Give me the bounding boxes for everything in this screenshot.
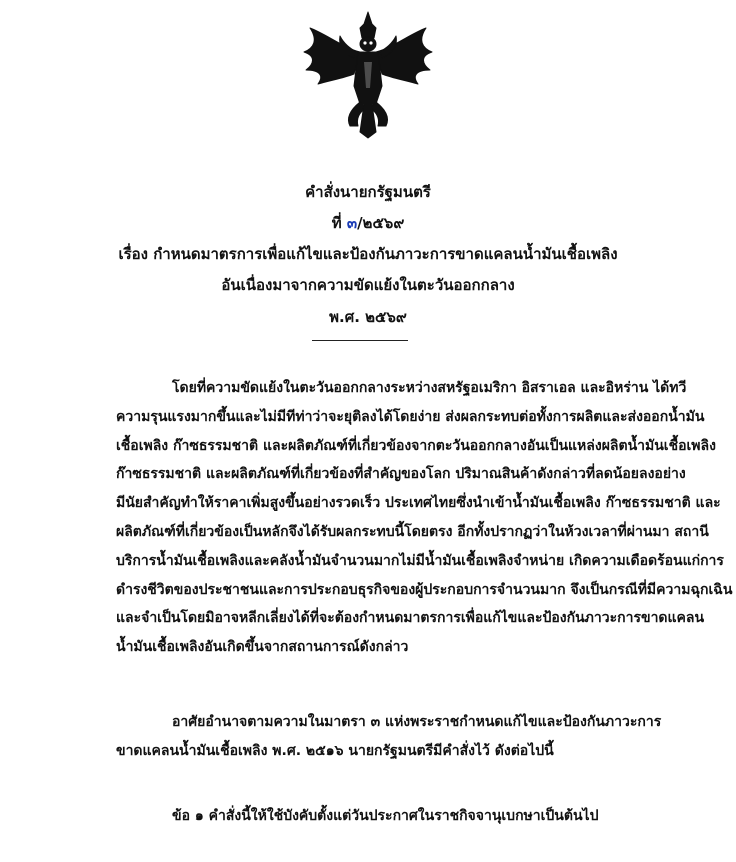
paragraph-preamble xyxy=(116,374,733,662)
paragraph-line: เชื้อเพลิง ก๊าซธรรมชาติ และผลิตภัณฑ์ที่เกี่ยวข้องจากตะวันออกกลางอันเป็นแหล่งผลิตน้ำมันเชื้อเพลิง xyxy=(116,437,716,454)
paragraph-line: ความรุนแรงมากขึ้นและไม่มีทีท่าว่าจะยุติลงได้โดยง่าย ส่งผลกระทบต่อทั้งการผลิตและส่งออกน้ำมัน xyxy=(116,408,705,425)
order-year: /๒๕๖๙ xyxy=(357,214,405,232)
order-number-line xyxy=(0,211,736,235)
order-number: ๓ xyxy=(346,214,358,232)
paragraph-line: และจำเป็นโดยมิอาจหลีกเลี่ยงได้ที่จะต้องกำหนดมาตรการเพื่อแก้ไขและป้องกันภาวะการขาดแคลน xyxy=(116,610,705,627)
paragraph-line: มีนัยสำคัญทำให้ราคาเพิ่มสูงขึ้นอย่างรวดเร็ว ประเทศไทยซึ่งนำเข้าน้ำมันเชื้อเพลิง ก๊าซธรรมชาติ และ xyxy=(116,495,721,512)
clause-line: ข้อ ๑ คำสั่งนี้ให้ใช้บังคับตั้งแต่วันประกาศในราชกิจจานุเบกษาเป็นต้นไป xyxy=(172,808,599,824)
paragraph-line: ขาดแคลนน้ำมันเชื้อเพลิง พ.ศ. ๒๕๑๖ นายกรัฐมนตรีมีคำสั่งไว้ ดังต่อไปนี้ xyxy=(116,742,554,759)
subject-line-2: อันเนื่องมาจากความขัดแย้งในตะวันออกกลาง xyxy=(221,276,515,294)
paragraph-authority xyxy=(116,708,662,766)
paragraph-line: อาศัยอำนาจตามความในมาตรา ๓ แห่งพระราชกำหนดแก้ไขและป้องกันภาวะการ xyxy=(172,714,662,730)
paragraph-line: ผลิตภัณฑ์ที่เกี่ยวข้องเป็นหลักจึงได้รับผลกระทบนี้โดยตรง อีกทั้งปรากฏว่าในห้วงเวลาที่ผ่านมา สถานี xyxy=(116,523,709,540)
paragraph-line: น้ำมันเชื้อเพลิงอันเกิดขึ้นจากสถานการณ์ดังกล่าว xyxy=(116,639,409,656)
paragraph-line: บริการน้ำมันเชื้อเพลิงและคลังน้ำมันจำนวนมากไม่มีน้ำมันเชื้อเพลิงจำหน่าย เกิดความเดือดร้อนแก่การ xyxy=(116,552,724,569)
clause-1 xyxy=(116,802,652,831)
garuda-emblem-icon xyxy=(288,8,448,140)
subject-line-1: เรื่อง กำหนดมาตรการเพื่อแก้ไขและป้องกันภาวะการขาดแคลนน้ำมันเชื้อเพลิง xyxy=(118,245,618,263)
order-prefix: ที่ xyxy=(331,214,342,232)
document-title: คำสั่งนายกรัฐมนตรี xyxy=(305,183,431,201)
paragraph-line: ก๊าซธรรมชาติ และผลิตภัณฑ์ที่เกี่ยวข้องที่สำคัญของโลก ปริมาณสินค้าดังกล่าวที่ลดน้อยลงอย่าง xyxy=(116,466,686,483)
title-divider xyxy=(312,340,408,341)
paragraph-line: ดำรงชีวิตของประชาชนและการประกอบธุรกิจของผู้ประกอบการจำนวนมาก จึงเป็นกรณีที่มีความฉุกเฉิน xyxy=(116,581,733,598)
document-date: พ.ศ. ๒๕๖๙ xyxy=(329,308,407,326)
paragraph-line: โดยที่ความขัดแย้งในตะวันออกกลางระหว่างสหรัฐอเมริกา อิสราเอล และอิหร่าน ได้ทวี xyxy=(172,380,687,396)
